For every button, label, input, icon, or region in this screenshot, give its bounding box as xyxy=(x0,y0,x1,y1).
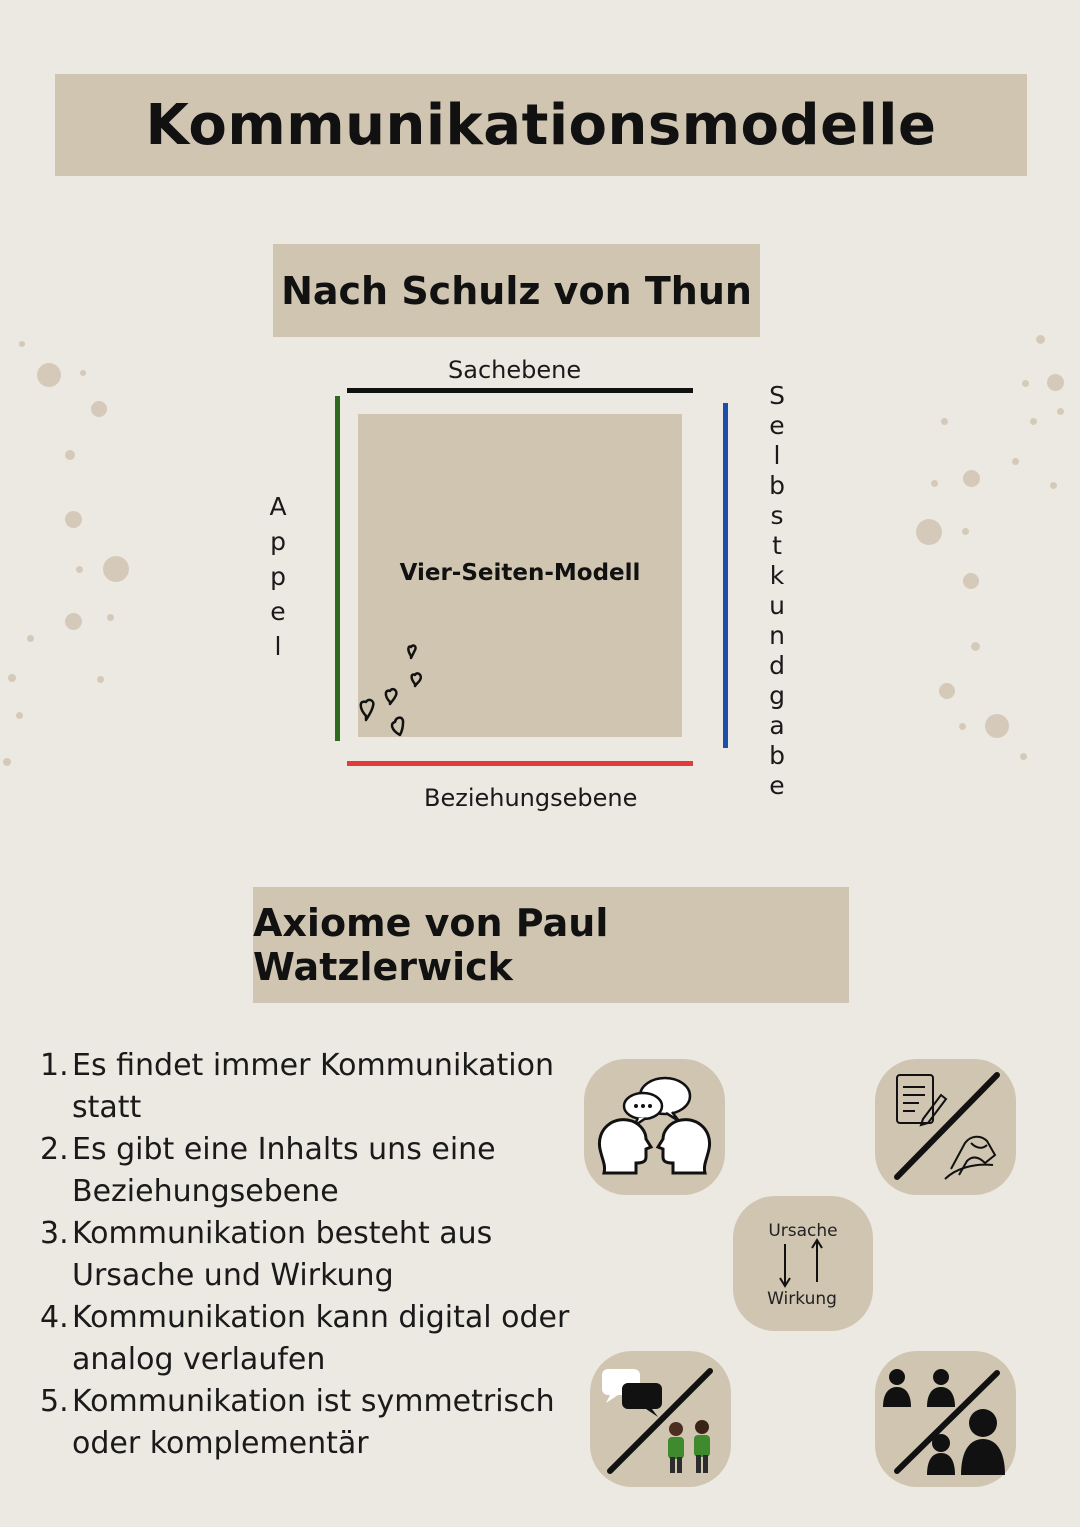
vertical-letter: l xyxy=(274,632,282,661)
effect-label: Wirkung xyxy=(767,1289,837,1309)
model-label: Vier-Seiten-Modell xyxy=(399,560,641,586)
title-banner xyxy=(55,74,1027,176)
vertical-letter: S xyxy=(769,381,785,410)
vertical-letter: A xyxy=(269,492,287,521)
section-heading-watzlawick: Axiome von Paul Watzlerwick xyxy=(253,901,609,989)
vertical-letter: l xyxy=(773,441,781,470)
page-title: Kommunikationsmodelle xyxy=(145,92,937,158)
vertical-letter: p xyxy=(270,527,286,556)
section-heading-banner xyxy=(273,244,760,337)
cause-label: Ursache xyxy=(768,1221,838,1241)
side-label-top: Sachebene xyxy=(448,356,582,384)
vertical-letter: b xyxy=(769,471,785,500)
equal-vs-unequal-people-icon xyxy=(875,1351,1016,1487)
side-label-right xyxy=(763,381,791,801)
vertical-letter: p xyxy=(270,562,286,591)
vertical-letter: e xyxy=(769,771,785,800)
side-label-left xyxy=(264,489,292,664)
document-vs-handshake-icon xyxy=(875,1059,1016,1195)
list-item: 3. Kommunikation besteht aus Ursache und Wirkung xyxy=(40,1216,493,1293)
vertical-letter: s xyxy=(770,501,784,530)
section-heading-schulz-von-thun: Nach Schulz von Thun xyxy=(281,268,752,313)
chat-vs-people-icon xyxy=(590,1351,731,1487)
side-line-left xyxy=(335,396,340,741)
vertical-letter: a xyxy=(769,711,785,740)
side-line-bottom xyxy=(347,761,693,766)
vertical-letter: k xyxy=(769,561,785,590)
side-line-right xyxy=(723,403,728,748)
list-item: 2. Es gibt eine Inhalts uns eine Beziehungsebene xyxy=(40,1132,496,1209)
vertical-letter: n xyxy=(769,621,785,650)
axioms-list xyxy=(40,1045,580,1465)
vertical-letter: b xyxy=(769,741,785,770)
section-heading-banner xyxy=(253,887,849,1003)
list-item: 5. Kommunikation ist symmetrisch oder komplementär xyxy=(40,1384,555,1461)
vertical-letter: e xyxy=(769,411,785,440)
heads-talking-icon xyxy=(584,1059,725,1195)
cause-effect-icon xyxy=(733,1196,873,1331)
vertical-letter: d xyxy=(769,651,785,680)
vertical-letter: g xyxy=(769,681,785,710)
side-line-top xyxy=(347,388,693,393)
side-label-bottom: Beziehungsebene xyxy=(424,784,638,812)
list-item: 4. Kommunikation kann digital oder analog verlaufen xyxy=(40,1300,570,1377)
hearts-doodle-icon xyxy=(355,640,430,740)
vertical-letter: u xyxy=(769,591,785,620)
vertical-letter: t xyxy=(772,531,782,560)
list-item: 1. Es findet immer Kommunikation statt xyxy=(40,1048,554,1125)
vertical-letter: e xyxy=(270,597,286,626)
